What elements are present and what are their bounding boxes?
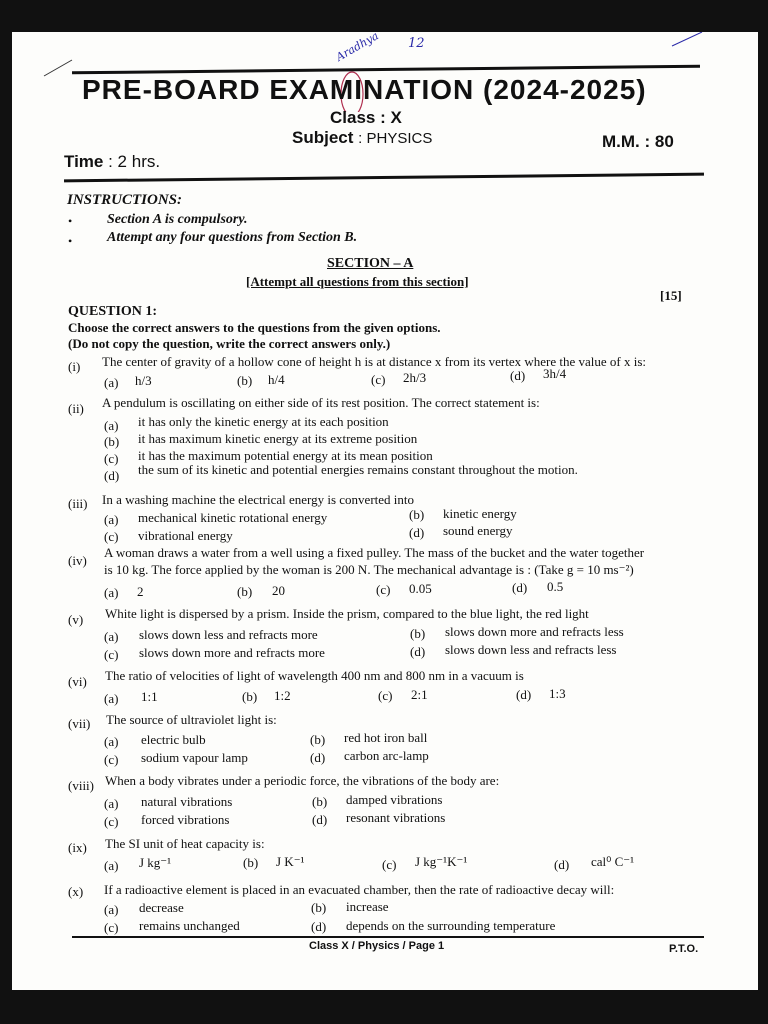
question-text: A woman draws a water from a well using a fixed pulley. The mass of the bucket and the water together — [104, 545, 645, 560]
option-label: (a) — [104, 858, 119, 873]
question-text: The SI unit of heat capacity is: — [105, 836, 265, 851]
option-label: (b) — [104, 434, 120, 449]
option-label: (a) — [104, 418, 119, 433]
header-bottom-rule — [64, 173, 704, 183]
question-text: If a radioactive element is placed in an evacuated chamber, then the rate of radioactive decay will: — [104, 882, 615, 897]
question-number: (ix) — [68, 840, 87, 855]
option-text: natural vibrations — [141, 794, 233, 809]
subject-label: Subject — [292, 128, 354, 147]
option-text: slows down less and refracts more — [139, 627, 318, 642]
question-number: (vi) — [68, 674, 87, 689]
bullet-icon: • — [68, 214, 73, 228]
question-number: (iii) — [68, 496, 88, 511]
option-text: h/3 — [135, 373, 152, 388]
option-label: (d) — [512, 580, 528, 595]
subject-line — [292, 128, 432, 148]
question-text: A pendulum is oscillating on either side of its rest position. The correct statement is: — [102, 395, 540, 410]
option-text: 1:1 — [141, 689, 158, 704]
option-label: (d) — [410, 644, 426, 659]
option-label: (d) — [310, 750, 326, 765]
option-label: (b) — [311, 900, 327, 915]
page-footer: Class X / Physics / Page 1 — [309, 940, 445, 952]
option-text: 2:1 — [411, 687, 428, 702]
option-label: (b) — [237, 584, 253, 599]
handwritten-number: 12 — [408, 36, 425, 51]
option-label: (d) — [510, 368, 526, 383]
option-text: mechanical kinetic rotational energy — [138, 510, 328, 525]
question-number: (v) — [68, 612, 84, 627]
option-text: slows down more and refracts less — [445, 624, 624, 639]
option-text: it has maximum kinetic energy at its extreme position — [138, 431, 418, 446]
instruction-item: Attempt any four questions from Section B. — [107, 230, 358, 245]
option-text: carbon arc-lamp — [344, 748, 429, 763]
option-label: (c) — [376, 582, 391, 597]
option-label: (d) — [409, 525, 425, 540]
option-text: 3h/4 — [543, 366, 567, 381]
time-value: : 2 hrs. — [108, 152, 161, 171]
option-label: (b) — [409, 507, 425, 522]
option-label: (b) — [312, 794, 328, 809]
option-label: (a) — [104, 734, 119, 749]
question-number: (i) — [68, 359, 81, 374]
option-label: (a) — [104, 375, 119, 390]
option-label: (b) — [243, 855, 259, 870]
question-text: The ratio of velocities of light of wavelength 400 nm and 800 nm in a vacuum is — [105, 668, 524, 683]
footer-rule — [72, 936, 704, 938]
instruction-item: Section A is compulsory. — [107, 212, 248, 227]
option-text: electric bulb — [141, 732, 206, 747]
option-text: 2h/3 — [403, 370, 427, 385]
instructions-heading: INSTRUCTIONS: — [67, 192, 183, 208]
question-text: White light is dispersed by a prism. Inside the prism, compared to the blue light, the red light — [105, 606, 589, 621]
option-text: 2 — [137, 584, 144, 599]
question-instruction: (Do not copy the question, write the correct answers only.) — [68, 336, 391, 351]
exam-title: PRE-BOARD EXAMINATION (2024-2025) — [82, 74, 647, 105]
question-text: is 10 kg. The force applied by the woman is 200 N. The mechanical advantage is : (Take g = 10 ms⁻²) — [104, 562, 634, 577]
option-label: (c) — [104, 814, 119, 829]
option-label: (a) — [104, 629, 119, 644]
option-label: (a) — [104, 902, 119, 917]
question-number: (viii) — [68, 778, 94, 793]
option-label: (c) — [371, 372, 386, 387]
option-label: (a) — [104, 585, 119, 600]
option-label: (a) — [104, 691, 119, 706]
option-text: 0.5 — [547, 579, 564, 594]
option-text: 1:3 — [549, 686, 566, 701]
option-text: cal⁰ C⁻¹ — [591, 854, 635, 869]
option-text: it has only the kinetic energy at its each position — [138, 414, 389, 429]
option-text: slows down more and refracts more — [139, 645, 325, 660]
max-marks: M.M. : 80 — [602, 132, 674, 151]
question-text: The center of gravity of a hollow cone of height h is at distance x from its vertex where the value of x is: — [102, 354, 647, 369]
option-text: vibrational energy — [138, 528, 233, 543]
option-label: (d) — [312, 812, 328, 827]
option-label: (b) — [310, 732, 326, 747]
section-marks: [15] — [660, 288, 682, 303]
option-text: it has the maximum potential energy at its mean position — [138, 448, 433, 463]
option-label: (c) — [382, 857, 397, 872]
option-label: (b) — [237, 373, 253, 388]
option-label: (d) — [516, 687, 532, 702]
time-line — [64, 152, 160, 172]
time-label: Time — [64, 152, 104, 171]
option-text: J kg⁻¹K⁻¹ — [415, 854, 468, 869]
option-text: 20 — [272, 583, 285, 598]
option-label: (b) — [242, 689, 258, 704]
option-label: (b) — [410, 626, 426, 641]
option-text: J K⁻¹ — [276, 854, 305, 869]
option-text: 0.05 — [409, 581, 432, 596]
question-text: In a washing machine the electrical energy is converted into — [102, 492, 414, 507]
question-text: The source of ultraviolet light is: — [106, 712, 277, 727]
option-text: depends on the surrounding temperature — [346, 918, 556, 933]
question-title: QUESTION 1: — [68, 304, 158, 319]
option-text: decrease — [139, 900, 184, 915]
question-text: When a body vibrates under a periodic force, the vibrations of the body are: — [105, 773, 500, 788]
option-text: kinetic energy — [443, 506, 517, 521]
option-text: slows down less and refracts less — [445, 642, 617, 657]
option-text: the sum of its kinetic and potential energies remains constant throughout the motion. — [138, 462, 578, 477]
exam-page — [12, 29, 758, 990]
option-label: (d) — [104, 468, 120, 483]
question-number: (iv) — [68, 553, 87, 568]
class-label: Class : X — [330, 108, 402, 127]
option-label: (c) — [104, 529, 119, 544]
option-text: red hot iron ball — [344, 730, 428, 745]
option-label: (a) — [104, 512, 119, 527]
option-text: J kg⁻¹ — [139, 855, 172, 870]
section-title: SECTION – A — [327, 256, 414, 271]
option-text: sound energy — [443, 523, 513, 538]
option-label: (d) — [554, 857, 570, 872]
bullet-icon: • — [68, 234, 73, 248]
option-text: resonant vibrations — [346, 810, 446, 825]
option-text: sodium vapour lamp — [141, 750, 248, 765]
option-label: (a) — [104, 796, 119, 811]
option-label: (c) — [104, 647, 119, 662]
option-label: (c) — [104, 752, 119, 767]
option-text: remains unchanged — [139, 918, 240, 933]
option-text: forced vibrations — [141, 812, 230, 827]
option-label: (c) — [378, 688, 393, 703]
subject-value: : PHYSICS — [358, 130, 433, 147]
question-number: (vii) — [68, 716, 91, 731]
question-number: (ii) — [68, 401, 84, 416]
option-label: (c) — [104, 920, 119, 935]
option-text: h/4 — [268, 372, 285, 387]
option-text: 1:2 — [274, 688, 291, 703]
option-label: (d) — [311, 919, 327, 934]
option-label: (c) — [104, 451, 119, 466]
handwritten-name: Aradhya — [333, 29, 381, 64]
option-text: damped vibrations — [346, 792, 443, 807]
option-text: increase — [346, 899, 389, 914]
question-number: (x) — [68, 884, 84, 899]
question-instruction: Choose the correct answers to the questions from the given options. — [68, 320, 441, 335]
section-subtitle: [Attempt all questions from this section] — [246, 274, 469, 289]
pto-label: P.T.O. — [669, 943, 699, 955]
